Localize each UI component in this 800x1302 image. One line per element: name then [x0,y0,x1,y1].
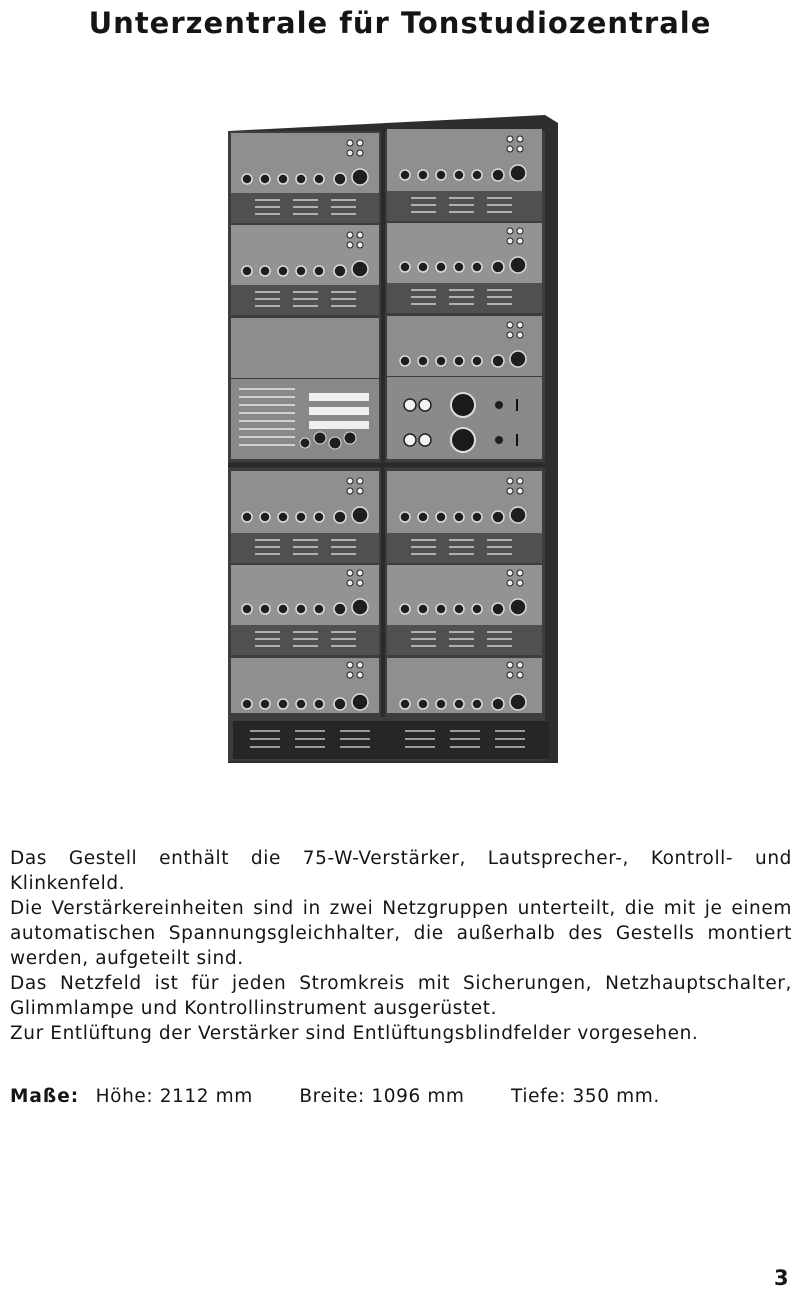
paragraph: Zur Entlüftung der Verstärker sind Entlüftungsblindfelder vorgesehen. [10,1023,699,1044]
rack-cabinet-photo [225,113,558,765]
paragraph: Das Netzfeld ist für jeden Stromkreis mit Sicherungen, Netzhauptschalter, Glimmlampe und Kontrollinstrument ausgerüstet. [10,973,792,1019]
paragraph: Die Verstärkereinheiten sind in zwei Netzgruppen unterteilt, die mit je einem automatischen Spannungsgleichhalter, die außerhalb des Gestells montiert werden, aufgeteilt sind. [10,898,792,969]
dimensions-label: Maße: [10,1086,80,1107]
dimension-depth: Tiefe: 350 mm. [511,1086,660,1107]
paragraph: Das Gestell enthält die 75-W-Verstärker, Lautsprecher-, Kontroll- und Klinkenfeld. [10,848,792,894]
page-number: 3 [774,1266,789,1290]
dimension-height: Höhe: 2112 mm [95,1086,253,1107]
description-text [10,846,792,1046]
dimension-width: Breite: 1096 mm [299,1086,465,1107]
page-title: Unterzentrale für Tonstudiozentrale [88,6,712,40]
dimensions-line [10,1086,660,1107]
